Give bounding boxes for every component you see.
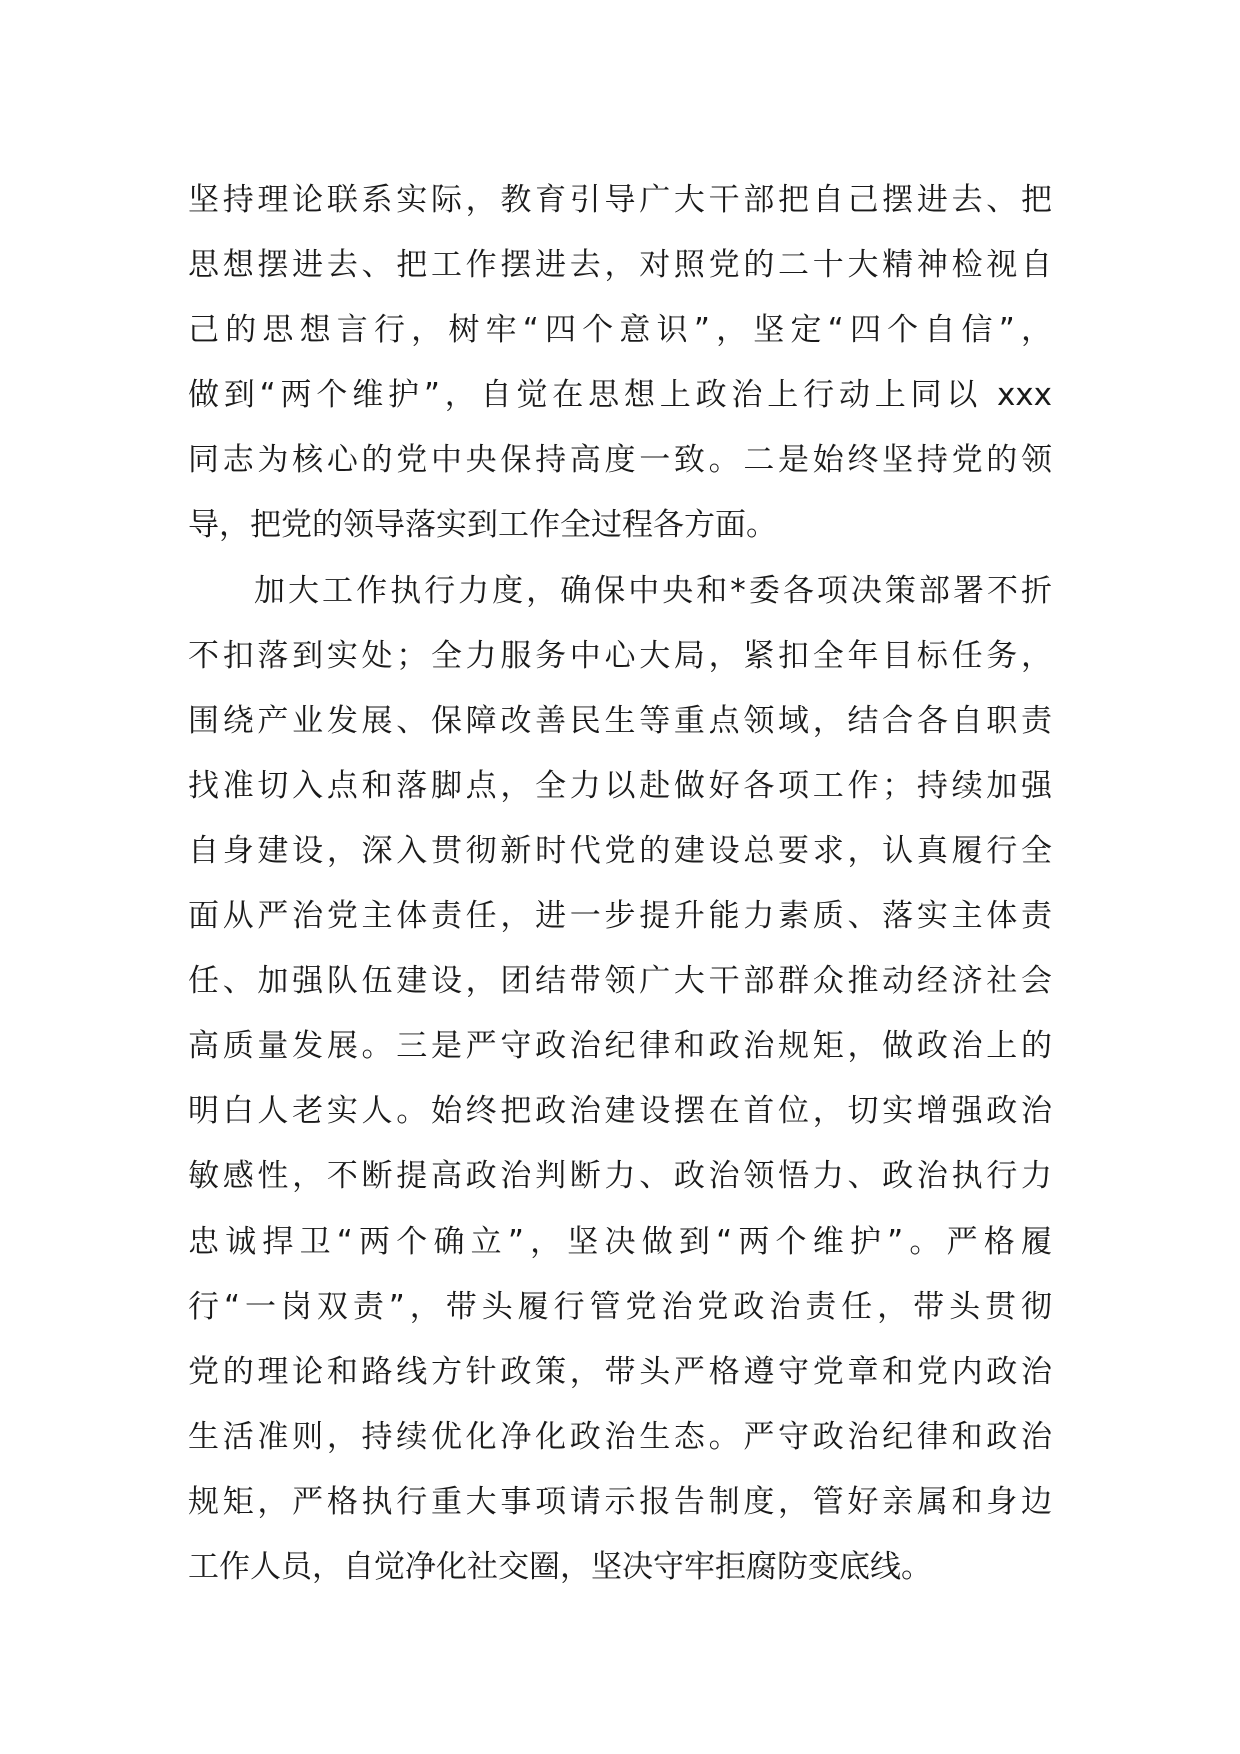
paragraph-2	[188, 559, 1052, 1601]
paragraph-line: 坚持理论联系实际，教育引导广大干部把自己摆进去、把	[188, 182, 1052, 218]
paragraph-line: 行“一岗双责”，带头履行管党治党政治责任，带头贯彻	[188, 1288, 1052, 1325]
paragraph-line: 思想摆进去、把工作摆进去，对照党的二十大精神检视自	[188, 247, 1052, 284]
paragraph-line: 明白人老实人。始终把政治建设摆在首位，切实增强政治	[188, 1093, 1052, 1130]
paragraph-line: 忠诚捍卫“两个确立”，坚决做到“两个维护”。严格履	[188, 1223, 1052, 1260]
paragraph-line: 同志为核心的党中央保持高度一致。二是始终坚持党的领	[188, 442, 1052, 479]
paragraph-line: 任、加强队伍建设，团结带领广大干部群众推动经济社会	[188, 963, 1052, 1000]
paragraph-line: 导，把党的领导落实到工作全过程各方面。	[188, 507, 777, 544]
paragraph-line: 围绕产业发展、保障改善民生等重点领域，结合各自职责	[188, 702, 1052, 739]
paragraph-line: 己的思想言行，树牢“四个意识”，坚定“四个自信”，	[188, 312, 1052, 349]
paragraph-line: 加大工作执行力度，确保中央和*委各项决策部署不折	[254, 572, 1052, 609]
paragraph-1	[188, 168, 1052, 559]
document-body	[188, 168, 1052, 1600]
paragraph-line: 生活准则，持续优化净化政治生态。严守政治纪律和政治	[188, 1418, 1052, 1455]
paragraph-line: 高质量发展。三是严守政治纪律和政治规矩，做政治上的	[188, 1028, 1052, 1065]
paragraph-line: 自身建设，深入贯彻新时代党的建设总要求，认真履行全	[188, 832, 1052, 869]
paragraph-line: 党的理论和路线方针政策，带头严格遵守党章和党内政治	[188, 1353, 1052, 1390]
paragraph-line: 不扣落到实处；全力服务中心大局，紧扣全年目标任务，	[188, 637, 1052, 674]
paragraph-line: 做到“两个维护”，自觉在思想上政治上行动上同以 xxx	[188, 377, 1052, 414]
paragraph-line: 工作人员，自觉净化社交圈，坚决守牢拒腐防变底线。	[188, 1548, 932, 1585]
paragraph-line: 敏感性，不断提高政治判断力、政治领悟力、政治执行力	[188, 1158, 1052, 1195]
paragraph-line: 找准切入点和落脚点，全力以赴做好各项工作；持续加强	[188, 767, 1052, 804]
paragraph-line: 面从严治党主体责任，进一步提升能力素质、落实主体责	[188, 898, 1052, 935]
paragraph-line: 规矩，严格执行重大事项请示报告制度，管好亲属和身边	[188, 1483, 1052, 1520]
